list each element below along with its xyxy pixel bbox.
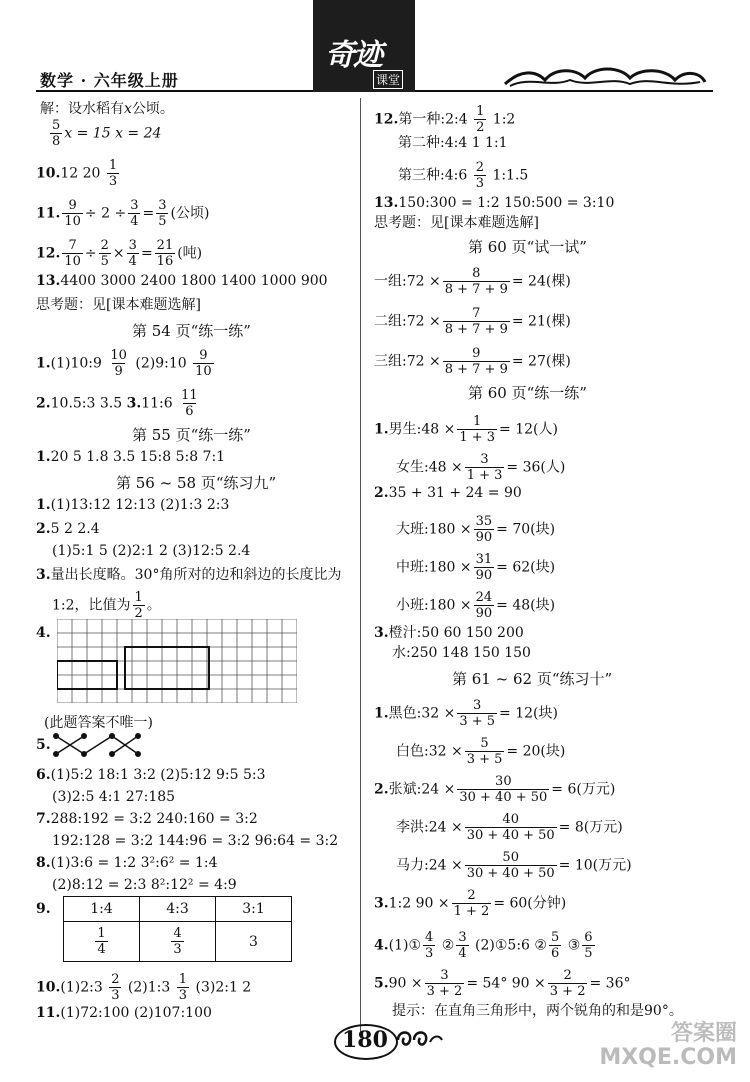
right-x1a: 1.黑色:32 × $\frac{3}{3 + 5}$ = 12(块) — [374, 698, 558, 729]
table-cell: 3:1 — [216, 897, 292, 922]
right-x2b: 李洪:24 × $\frac{40}{30 + 40 + 50}$ = 8(万元) — [396, 812, 623, 843]
right-x5: 5.90 × $\frac{3}{3 + 2}$ = 54° 90 × $\frac{2}{3 + 2}$ = 36° — [374, 968, 631, 999]
table-row — [64, 897, 292, 922]
table-row — [64, 922, 292, 962]
right-p2a: 大班:180 × $\frac{35}{90}$ = 70(块) — [396, 514, 556, 545]
ratio-table — [63, 896, 292, 962]
right-x2c: 马力:24 × $\frac{50}{30 + 40 + 50}$ = 10(万元) — [396, 850, 632, 881]
right-p2b: 中班:180 × $\frac{31}{90}$ = 62(块) — [396, 552, 556, 583]
watermark: 答案圈 MXQE.COM — [599, 1021, 737, 1070]
table-cell: 1:4 — [64, 897, 140, 922]
header-rule-right — [415, 90, 713, 92]
left-p56-11: 11.(1)72:100 (2)107:100 — [36, 1005, 212, 1021]
left-p54-1: 1.(1)10:9 $\frac{10}{9}$ (2)9:10 $\frac{9}{10}$ — [36, 348, 212, 379]
page-number: 180 — [342, 1027, 388, 1053]
right-q12c: 第三种:4:6 $\frac{2}{3}$ 1:1.5 — [398, 160, 529, 191]
left-p56-2: 2.5 2 2.4 — [36, 521, 100, 537]
right-p3a: 3.橙汁:50 60 150 200 — [374, 625, 524, 641]
left-p54-2: 2.10.5:3 3.5 3.11:6 $\frac{11}{6}$ — [36, 388, 198, 419]
left-p56-2b: (1)5:1 5 (2)2:1 2 (3)12:5 2.4 — [52, 543, 251, 559]
right-x3: 3.1:2 90 × $\frac{2}{1 + 2}$ = 60(分钟) — [374, 888, 567, 919]
section-title-p60b: 第 60 页“练一练” — [468, 384, 587, 402]
left-q10: 10.12 20 $\frac{1}{3}$ — [36, 158, 118, 189]
right-q13: 13.150:300 = 1:2 150:500 = 3:10 — [374, 195, 615, 211]
brand-subtitle: 课堂 — [373, 70, 403, 89]
grid-figure — [57, 619, 297, 703]
section-title-p54: 第 54 页“练一练” — [132, 322, 251, 340]
section-title-p61: 第 61 ~ 62 页“练习十” — [452, 670, 613, 688]
section-title-p60a: 第 60 页“试一试” — [468, 238, 587, 256]
brand-title: 奇迹 — [325, 38, 381, 73]
section-title-p56: 第 56 ~ 58 页“练习九” — [116, 474, 277, 492]
cloud-ornament-icon — [500, 62, 710, 90]
right-think: 思考题：见[课本难题选解] — [374, 215, 539, 231]
right-p2: 2.35 + 31 + 24 = 90 — [374, 485, 522, 501]
right-p3b: 水:250 148 150 150 — [392, 645, 531, 661]
right-x4: 4.(1)① $\frac{4}{3}$ ② $\frac{3}{4}$ (2)①5:6 ② $\frac{5}{6}$ ③ $\frac{6}{5}$ — [374, 930, 593, 961]
table-cell: 4:3 — [140, 897, 216, 922]
left-p56-7b: 192:128 = 3:2 144:96 = 3:2 96:64 = 3:2 — [52, 833, 339, 849]
left-q13: 13.4400 3000 2400 1800 1400 1000 900 — [36, 273, 328, 289]
right-x2a: 2.张斌:24 × $\frac{30}{30 + 40 + 50}$ = 6(万元) — [374, 774, 616, 805]
left-line-1: 解：设水稻有x公顷。 — [40, 101, 174, 117]
left-q12: 12. $\frac{7}{10}$ ÷ $\frac{2}{5}$ × $\frac{3}{4}$ = $\frac{21}{16}$ (吨) — [36, 238, 203, 269]
right-x1b: 白色:32 × $\frac{5}{3 + 5}$ = 20(块) — [396, 736, 566, 767]
header-rule-left — [36, 90, 313, 92]
column-divider — [360, 98, 361, 1038]
right-p1b: 女生:48 × $\frac{3}{1 + 3}$ = 36(人) — [396, 452, 566, 483]
left-p55-1: 1.20 5 1.8 3.5 15:8 5:8 7:1 — [36, 449, 226, 465]
left-p56-5: 5. — [36, 737, 51, 753]
right-q12a: 12.第一种:2:4 $\frac{1}{2}$ 1:2 — [374, 104, 516, 135]
right-g1: 一组:72 × $\frac{8}{8 + 7 + 9}$ = 24(棵) — [374, 266, 571, 297]
left-note: (此题答案不唯一) — [44, 715, 153, 731]
large-rectangle — [125, 647, 209, 689]
left-p56-3b: 1:2，比值为 $\frac{1}{2}$ 。 — [52, 590, 161, 621]
section-title-p55: 第 55 页“练一练” — [132, 426, 251, 444]
left-p56-6: 6.(1)5:2 18:1 3:2 (2)5:12 9:5 5:3 — [36, 767, 266, 783]
left-p56-8: 8.(1)3:6 = 1:2 3²:6² = 1:4 — [36, 855, 218, 871]
right-hint: 提示：在直角三角形中，两个锐角的和是90°。 — [392, 1003, 683, 1019]
left-line-2: $\frac{5}{8}$ x = 15 x = 24 — [52, 118, 162, 149]
left-p56-8b: (2)8:12 = 2:3 8²:12² = 4:9 — [52, 877, 237, 893]
left-p56-4: 4. — [36, 625, 51, 641]
left-p56-10: 10.(1)2:3 $\frac{2}{3}$ (2)1:3 $\frac{1}{3}$ (3)2:1 2 — [36, 972, 252, 1003]
table-cell: 3 — [216, 922, 292, 962]
swirl-ornament-icon — [394, 1026, 444, 1052]
right-g2: 二组:72 × $\frac{7}{8 + 7 + 9}$ = 21(棵) — [374, 306, 571, 337]
left-p56-3: 3.量出长度略。30°角所对的边和斜边的长度比为 — [36, 567, 342, 583]
brand-box — [313, 0, 415, 92]
left-p56-9: 9. — [36, 901, 51, 917]
header-subject: 数学 · 六年级上册 — [40, 71, 179, 90]
left-p56-6b: (3)2:5 4:1 27:185 — [52, 789, 176, 805]
right-q12b: 第二种:4:4 1 1:1 — [398, 135, 508, 151]
table-cell: $\frac{4}{3}$ — [140, 922, 216, 962]
left-q11: 11. $\frac{9}{10}$ ÷ 2 ÷ $\frac{3}{4}$ = $\frac{3}{5}$ (公顷) — [36, 198, 210, 229]
table-cell: $\frac{1}{4}$ — [64, 922, 140, 962]
right-p2c: 小班:180 × $\frac{24}{90}$ = 48(块) — [396, 590, 556, 621]
matching-lines-figure — [52, 730, 142, 760]
left-p56-1: 1.(1)13:12 12:13 (2)1:3 2:3 — [36, 497, 230, 513]
right-p1a: 1.男生:48 × $\frac{1}{1 + 3}$ = 12(人) — [374, 414, 558, 445]
left-p56-7: 7.288:192 = 3:2 240:160 = 3:2 — [36, 811, 258, 827]
left-think: 思考题：见[课本难题选解] — [36, 297, 201, 313]
right-g3: 三组:72 × $\frac{9}{8 + 7 + 9}$ = 27(棵) — [374, 346, 571, 377]
